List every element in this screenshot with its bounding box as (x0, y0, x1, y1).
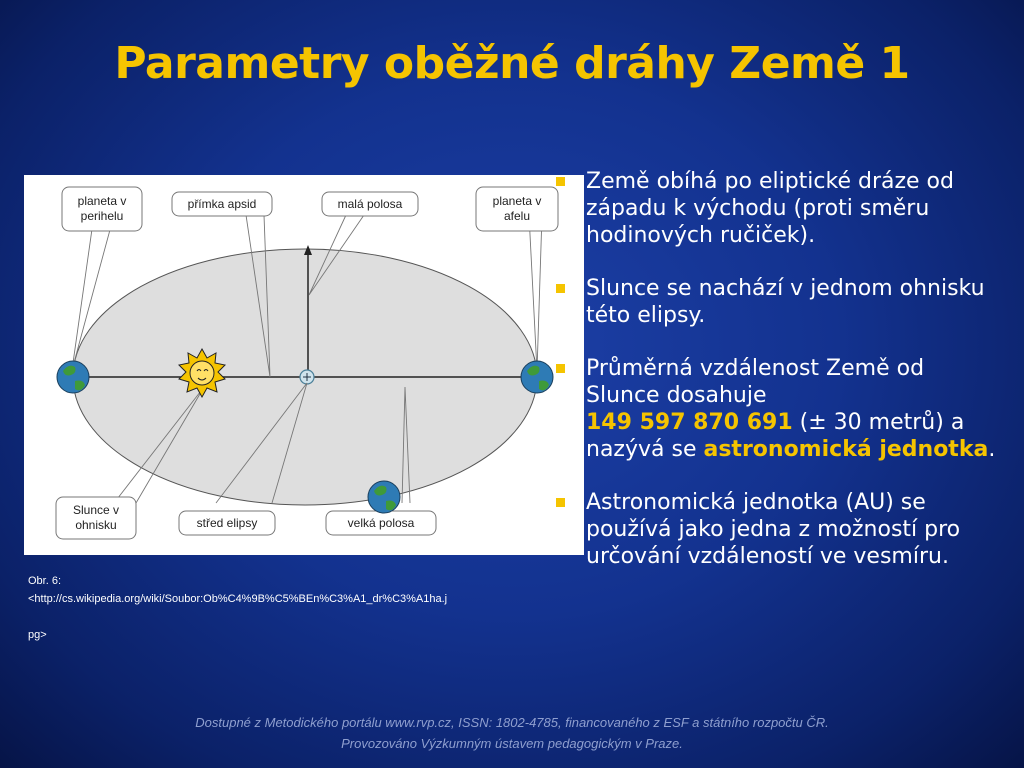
bullet-orbit-direction (556, 168, 1004, 249)
label-perihelion (62, 187, 142, 231)
caption-url-end: pg> (28, 629, 47, 641)
bullet-marker (556, 364, 565, 373)
earth-perihelion-icon (57, 361, 89, 393)
orbit-diagram-svg (24, 175, 584, 555)
svg-text:střed elipsy: střed elipsy (196, 516, 258, 530)
footer-line-2: Provozováno Výzkumným ústavem pedagogickým v Praze. (341, 736, 683, 751)
bullet-list (556, 168, 1004, 596)
earth-aphelion-icon (521, 361, 553, 393)
svg-text:afelu: afelu (503, 209, 531, 223)
bullet-text: Astronomická jednotka (AU) se používá jako jedna z možností pro určování vzdáleností ve vesmíru. (586, 490, 961, 569)
svg-text:přímka apsid: přímka apsid (187, 197, 257, 211)
svg-text:perihelu: perihelu (80, 209, 124, 223)
bullet-text-tolerance: (± 30 metrů) a nazývá se (586, 410, 965, 462)
caption-url: <http://cs.wikipedia.org/wiki/Soubor:Ob%C4%9B%C5%BEn%C3%A1_dr%C3%A1ha.j (28, 593, 448, 605)
astronomical-unit-term: astronomická jednotka (703, 437, 989, 462)
bullet-text-end: . (988, 437, 996, 462)
distance-value: 149 597 870 691 (586, 410, 793, 435)
label-apsides (172, 192, 272, 216)
svg-text:planeta v: planeta v (77, 194, 127, 208)
caption-spacer (28, 608, 548, 626)
bullet-marker (556, 498, 565, 507)
label-center (179, 511, 275, 535)
earth-minor-axis-icon (368, 481, 400, 513)
footer (0, 712, 1024, 754)
footer-line-1: Dostupné z Metodického portálu www.rvp.cz, ISSN: 1802-4785, financovaného z ESF a státního rozpočtu ČR. (195, 715, 829, 730)
bullet-text: Slunce se nachází v jednom ohnisku této elipsy. (586, 276, 985, 328)
svg-text:Slunce v: Slunce v (72, 503, 120, 517)
bullet-mean-distance (556, 355, 1004, 463)
bullet-marker (556, 177, 565, 186)
bullet-au-usage (556, 489, 1004, 570)
caption-line-1: Obr. 6: (28, 575, 62, 587)
svg-text:velká polosa: velká polosa (347, 516, 415, 530)
svg-text:malá polosa: malá polosa (337, 197, 403, 211)
orbit-diagram (24, 175, 584, 555)
label-sun-focus (56, 497, 136, 539)
label-major-axis (326, 511, 436, 535)
bullet-sun-focus (556, 275, 1004, 329)
label-aphelion (476, 187, 558, 231)
label-minor-axis (322, 192, 418, 216)
figure-caption (28, 572, 548, 644)
svg-text:ohnisku: ohnisku (75, 518, 117, 532)
bullet-marker (556, 284, 565, 293)
page-title: Parametry oběžné dráhy Země 1 (114, 38, 910, 89)
bullet-text: Země obíhá po eliptické dráze od západu k východu (proti směru hodinových ručiček). (586, 169, 954, 248)
bullet-text-intro: Průměrná vzdálenost Země od Slunce dosahuje (586, 356, 925, 408)
svg-text:planeta v: planeta v (492, 194, 542, 208)
